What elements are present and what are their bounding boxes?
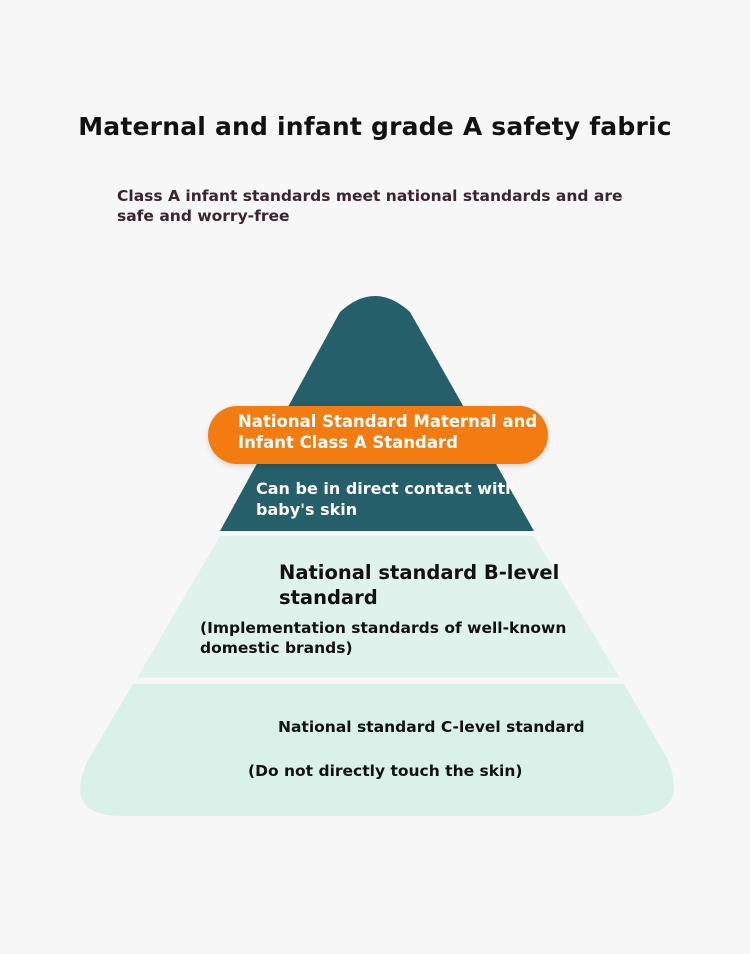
page-subtitle: Class A infant standards meet national standards and are safe and worry-free: [117, 187, 623, 225]
tier-b-title: [279, 560, 579, 610]
tier-b-note: [200, 618, 580, 658]
page-title: Maternal and infant grade A safety fabric: [78, 112, 672, 141]
tier-c-note: (Do not directly touch the skin): [248, 762, 523, 780]
badge-line-2: Infant Class A Standard: [238, 433, 458, 452]
tier-b-note-line-1: (Implementation standards of well-known: [200, 619, 567, 637]
pyramid-tier-c: [80, 684, 674, 816]
tier-a-line-2: baby's skin: [256, 500, 358, 519]
tier-b-note-line-2: domestic brands): [200, 639, 353, 657]
tier-b-title-line-1: National standard B-level: [279, 561, 560, 584]
tier-a-line-1: Can be in direct contact with: [256, 479, 517, 498]
badge-line-1: National Standard Maternal and: [238, 412, 538, 431]
class-a-badge: [208, 406, 548, 464]
tier-c-title: National standard C-level standard: [278, 718, 585, 736]
tier-b-title-line-2: standard: [279, 586, 378, 609]
tier-a-description: [256, 478, 526, 520]
